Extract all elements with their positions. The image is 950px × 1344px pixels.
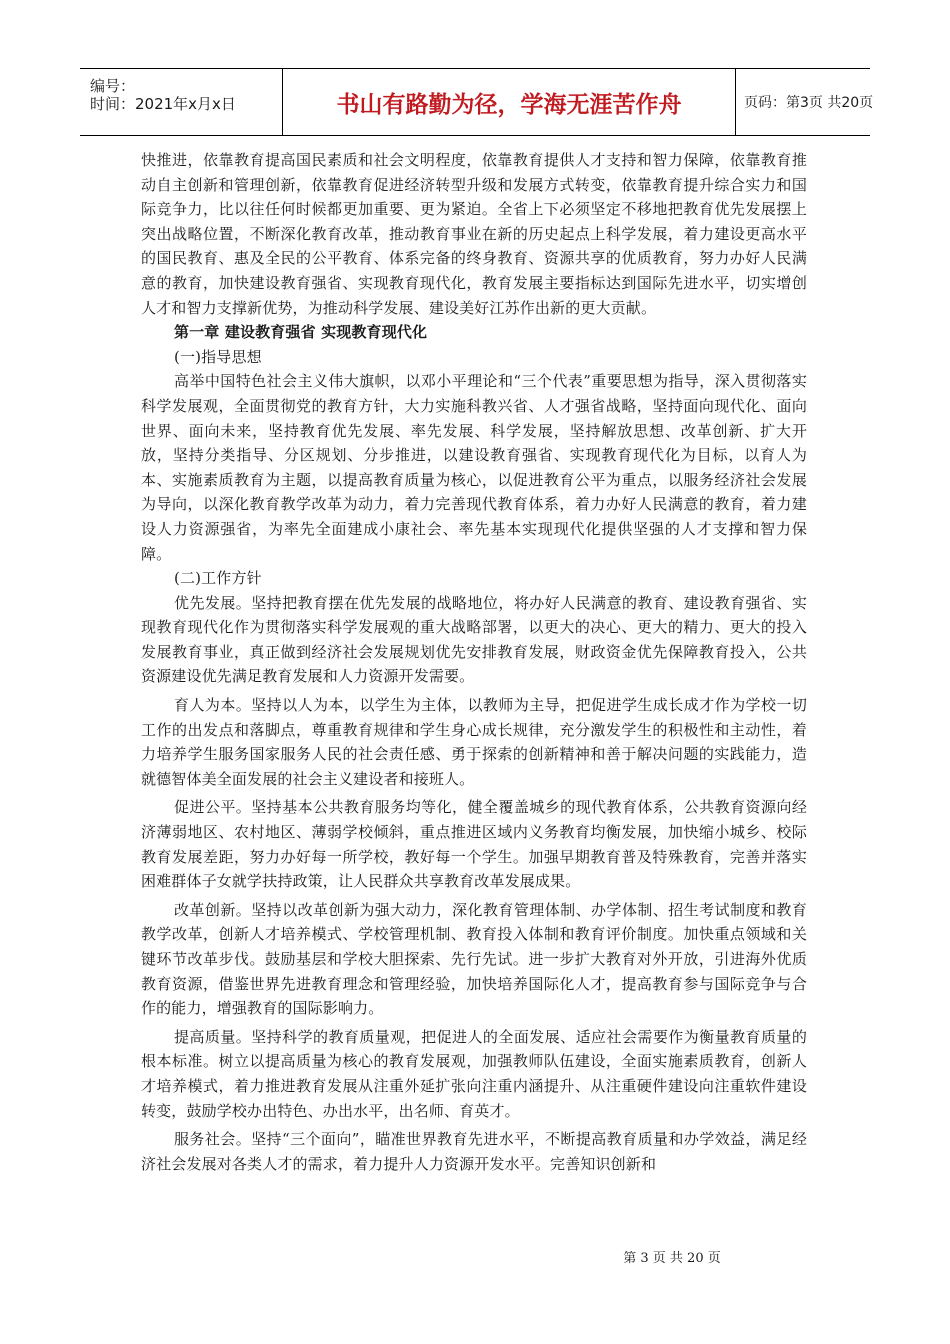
document-body [141, 148, 807, 1176]
footer-page-number: 第 3 页 共 20 页 [623, 1251, 721, 1266]
header-motto: 书山有路勤为径，学海无涯苦作舟 [336, 91, 682, 118]
paragraph-priority-development: 优先发展。坚持把教育摆在优先发展的战略地位，将办好人民满意的教育、建设教育强省、实现教育现代化作为贯彻落实科学发展观的重大战略部署，以更大的决心、更大的精力、更大的投入发展教育事业，真正做到经济社会发展规划优先安排教育发展，财政资金优先保障教育投入，公共资源建设优先满足教育发展和人力资源开发需要。 [141, 593, 807, 686]
document-number-label: 编号： [90, 77, 136, 95]
paragraph-reform-innovation: 改革创新。坚持以改革创新为强大动力，深化教育管理体制、办学体制、招生考试制度和教育教学改革，创新人才培养模式、学校管理机制、教育投入体制和教育评价制度。加快重点领域和关键环节改革步伐。鼓励基层和学校大胆探索、先行先试。进一步扩大教育对外开放，引进海外优质教育资源，借鉴世界先进教育理念和管理经验，加快培养国际化人才，提高教育参与国际竞争与合作的能力，增强教育的国际影响力。 [141, 900, 807, 1018]
section-heading-work-principles: (二)工作方针 [174, 569, 262, 588]
header-motto-cell [283, 69, 736, 135]
page-footer [0, 1247, 950, 1266]
paragraph-people-oriented: 育人为本。坚持以人为本，以学生为主体，以教师为主导，把促进学生成长成才作为学校一切工作的出发点和落脚点，尊重教育规律和学生身心成长规律，充分激发学生的积极性和主动性，着力培养学生服务国家服务人民的社会责任感、勇于探索的创新精神和善于解决问题的实践能力，造就德智体美全面发展的社会主义建设者和接班人。 [141, 696, 807, 788]
chapter-heading: 第一章 建设教育强省 实现教育现代化 [174, 323, 428, 342]
paragraph-continuation: 快推进，依靠教育提高国民素质和社会文明程度，依靠教育提供人才支持和智力保障，依靠教育推动自主创新和管理创新，依靠教育促进经济转型升级和发展方式转变，依靠教育提升综合实力和国际竞争力，比以往任何时候都更加重要、更为紧迫。全省上下必须坚定不移地把教育优先发展摆上突出战略位置，不断深化教育改革，推动教育事业在新的历史起点上科学发展，着力建设更高水平的国民教育、惠及全民的公平教育、体系完备的终身教育、资源共享的优质教育，努力办好人民满意的教育，加快建设教育强省、实现教育现代化，教育发展主要指标达到国际先进水平，切实增创人才和智力支撑新优势，为推动科学发展、建设美好江苏作出新的更大贡献。 [141, 151, 807, 317]
paragraph-guiding-ideology: 高举中国特色社会主义伟大旗帜，以邓小平理论和“三个代表”重要思想为指导，深入贯彻落实科学发展观，全面贯彻党的教育方针，大力实施科教兴省、人才强省战略，坚持面向现代化、面向世界、面向未来，坚持教育优先发展、率先发展、科学发展，坚持解放思想、改革创新、扩大开放，坚持分类指导、分区规划、分步推进，以建设教育强省、实现教育现代化为目标，以育人为本、实施素质教育为主题，以提高教育质量为核心，以促进教育公平为重点，以服务经济社会发展为导向，以深化教育教学改革为动力，着力完善现代教育体系，着力办好人民满意的教育，着力建设人力资源强省，为率先全面建成小康社会、率先基本实现现代化提供坚强的人才支撑和智力保障。 [141, 372, 807, 563]
paragraph-serve-society: 服务社会。坚持“三个面向”，瞄准世界教育先进水平，不断提高教育质量和办学效益，满足经济社会发展对各类人才的需求，着力提升人力资源开发水平。完善知识创新和 [141, 1130, 807, 1173]
page-header [80, 68, 874, 136]
section-heading-guiding-ideology: (一)指导思想 [174, 347, 262, 366]
paragraph-improve-quality: 提高质量。坚持科学的教育质量观，把促进人的全面发展、适应社会需要作为衡量教育质量的根本标准。树立以提高质量为核心的教育发展观，加强教师队伍建设，全面实施素质教育，创新人才培养模式，着力推进教育发展从注重外延扩张向注重内涵提升、从注重硬件建设向注重软件建设转变，鼓励学校办出特色、办出水平，出名师、育英才。 [141, 1027, 807, 1120]
paragraph-promote-equity: 促进公平。坚持基本公共教育服务均等化，健全覆盖城乡的现代教育体系，公共教育资源向经济薄弱地区、农村地区、薄弱学校倾斜，重点推进区域内义务教育均衡发展，加快缩小城乡、校际教育发展差距，努力办好每一所学校，教好每一个学生。加强早期教育普及特殊教育，完善并落实困难群体子女就学扶持政策，让人民群众共享教育改革发展成果。 [141, 798, 807, 891]
header-page-number: 页码：第3页 共20页 [744, 95, 874, 111]
header-page-cell [736, 69, 874, 135]
header-meta-cell [80, 69, 283, 135]
document-time-label: 时间：2021年x月x日 [90, 95, 236, 113]
